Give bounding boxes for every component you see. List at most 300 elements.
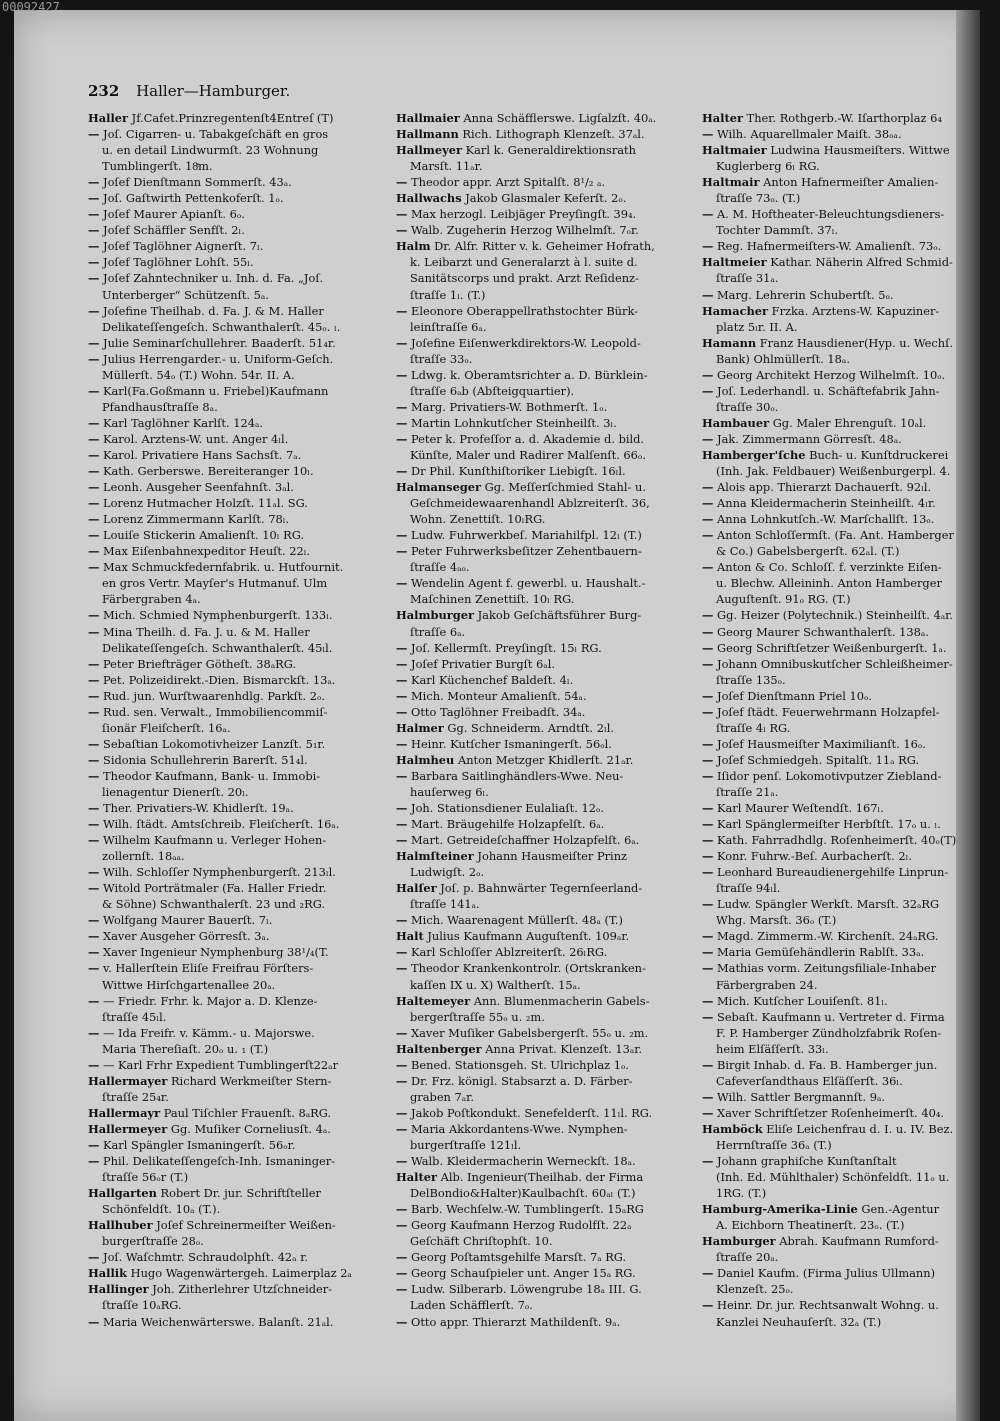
entry-text: Eliſe Leichenfrau d. I. u. IV. Bez. [762,1121,954,1136]
entry-surname: Hallik [88,1266,128,1281]
entry-text: Kuglerberg 6ₗ RG. [716,159,820,174]
entry-text: burgerſtraſſe 121ₗl. [410,1138,522,1152]
entry-surname: — [88,865,100,880]
entry-text: Walb. Zugeherin Herzog Wilhelmſt. 7ₒr. [407,223,639,238]
entry-surname: — [396,576,408,591]
entry-surname: — [396,1057,408,1072]
entry-text: ſionär Fleiſcherſt. 16ₐ. [102,720,231,735]
entry-text: Theodor Krankenkontrolr. (Ortskranken- [407,961,646,976]
directory-entry [88,1314,384,1330]
directory-entry [88,624,384,640]
entry-surname: — [702,496,714,511]
directory-entry [702,880,980,896]
directory-entry [396,912,692,928]
directory-entry [702,1265,980,1281]
directory-entry [396,1041,692,1057]
entry-text: Johann graphiſche Kunſtanſtalt [713,1154,897,1169]
directory-entry [88,1185,384,1201]
entry-text: Gg. Muſiker Corneliusſt. 4ₐ. [167,1121,331,1136]
entry-text: Marsſt. 11ₐr. [410,159,483,174]
entry-surname: — [88,881,100,896]
entry-text: Jakob Poſtkondukt. Senefelderſt. 11ₗl. RG. [407,1105,653,1120]
entry-text: Johann Omnibuskutſcher Schleißheimer- [713,656,953,671]
entry-text: Georg Maurer Schwanthalerſt. 138ₐ. [713,624,929,639]
entry-surname: — [88,1154,100,1169]
directory-entry [396,174,692,190]
entry-surname: — [396,399,408,414]
entry-text: Paul Tiſchler Frauenſt. 8ₐRG. [160,1105,332,1120]
directory-entry [702,784,980,800]
directory-entry [702,1025,980,1041]
entry-text: k. Leibarzt und Generalarzt à l. suite d. [410,255,638,270]
entry-text: Anton Hafnermeiſter Amalien- [759,175,939,190]
entry-text: Mich. Waarenagent Müllerſt. 48ₐ (T.) [407,913,623,928]
directory-entry [396,335,692,351]
directory-entry [396,880,692,896]
directory-entry [702,303,980,319]
entry-text: Karl Spängler Ismaningerſt. 56ₒr. [99,1138,296,1152]
directory-entry [88,1073,384,1089]
entry-surname: Hallmaier [396,111,460,125]
directory-entry [396,607,692,623]
entry-text: Rud. sen. Verwalt., Immobiliencommiſ- [99,704,328,719]
directory-entry [396,1121,692,1137]
directory-entry [702,1217,980,1233]
directory-entry [702,993,980,1009]
directory-entry [396,222,692,238]
directory-entry [702,688,980,704]
entry-surname: — [88,1250,100,1265]
entry-text: Eleonore Oberappellrathstochter Bürk- [407,303,639,318]
entry-surname: — [88,512,100,527]
entry-text: Mart. Getreideſchaffner Holzapfelſt. 6ₐ. [407,833,640,848]
entry-surname: Hallwachs [396,191,462,206]
entry-text: Anna Kleidermacherin Steinheilſt. 4ₗr. [713,496,936,511]
directory-entry [88,543,384,559]
entry-text: Peter Fuhrwerksbeſitzer Zehentbauern- [407,544,642,559]
directory-entry [396,575,692,591]
directory-entry [702,575,980,591]
entry-text: Sanitätscorps und prakt. Arzt Reſidenz- [410,271,639,286]
entry-surname: Hallermayr [88,1105,161,1120]
directory-entry [702,1137,980,1153]
directory-entry [396,351,692,367]
entry-text: Daniel Kaufm. (Firma Julius Ullmann) [713,1266,936,1281]
directory-entry [88,351,384,367]
entry-surname: Halt [396,929,424,944]
entry-text: Joh. Zitherlehrer Utzſchneider- [148,1282,333,1297]
entry-surname: Hamburg-Amerika-Linie [702,1202,858,1217]
entry-text: Karl k. Generaldirektionsrath [461,143,636,158]
directory-entry [396,1089,692,1105]
directory-entry [396,431,692,447]
directory-entry [702,559,980,575]
directory-entry [702,1281,980,1297]
entry-text: Peter Briefträger Götheſt. 38ₐRG. [99,656,297,671]
entry-text: Cafeverſandthaus Elſäſſerſt. 36ₗ. [716,1073,903,1088]
directory-entry [88,784,384,800]
entry-surname: — [702,736,714,751]
directory-entry [88,367,384,383]
entry-text: Lorenz Hutmacher Holzſt. 11ₐl. SG. [99,496,308,511]
directory-entry [88,656,384,672]
entry-text: kaſſen IX u. X) Waltherſt. 15ₐ. [410,977,581,992]
directory-entry [396,270,692,286]
entry-surname: — [396,528,408,543]
directory-entry [396,864,692,880]
directory-entry [396,784,692,800]
directory-entry [396,142,692,158]
entry-text: Lorenz Zimmermann Karlſt. 78ₗ. [99,512,290,527]
directory-entry [396,206,692,222]
entry-text: A. M. Hoftheater-Beleuchtungsdieners- [713,207,945,222]
directory-entry [396,1185,692,1201]
directory-entry [88,928,384,944]
entry-text: Gg. Schneiderm. Arndtſt. 2ₗl. [443,720,614,735]
entry-text: Xaver Ingenieur Nymphenburg 38¹/₄(T. [99,945,329,960]
entry-text: hauſerweg 6ₗ. [410,784,489,799]
entry-text: Joſef Schäffler Senfſt. 2ₗ. [99,223,245,238]
directory-entry [88,800,384,816]
entry-text: Rich. Lithograph Klenzeſt. 37ₐl. [458,127,645,142]
entry-surname: — [88,929,100,944]
directory-entry [88,142,384,158]
entry-surname: — [702,480,714,495]
entry-text: Magd. Zimmerm.-W. Kirchenſt. 24ₐRG. [713,929,939,944]
directory-entry [396,720,692,736]
directory-entry [88,527,384,543]
entry-surname: — [702,624,714,639]
directory-entry [702,1089,980,1105]
directory-entry [702,158,980,174]
directory-entry [396,1201,692,1217]
entry-text: Delikateſſengeſch. Schwanthalerſt. 45ₗl. [102,640,333,655]
entry-surname: Haller [88,111,129,125]
entry-surname: — [396,335,408,350]
entry-text: — Friedr. Frhr. k. Major a. D. Klenze- [99,993,318,1008]
entry-text: Künſte, Maler und Radirer Malſenſt. 66ₒ. [410,447,646,462]
entry-surname: Hamburger [702,1234,776,1249]
entry-text: ſtraſſe 25₄r. [102,1089,169,1104]
directory-entry [702,736,980,752]
entry-surname: — [702,367,714,382]
entry-text: Joh. Stationsdiener Eulaliaſt. 12ₒ. [407,801,604,816]
directory-entry [88,816,384,832]
entry-surname: — [88,817,100,832]
directory-entry [396,479,692,495]
directory-entry [88,238,384,254]
entry-surname: — [88,913,100,928]
entry-text: Xaver Ausgeher Görresſt. 3ₐ. [99,929,270,944]
entry-text: Richard Werkmeiſter Stern- [167,1073,332,1088]
directory-entry [396,591,692,607]
directory-page [14,10,980,1421]
entry-surname: — [702,512,714,527]
entry-surname: — [396,1025,408,1040]
directory-entry [396,752,692,768]
entry-surname: — [88,560,100,575]
entry-text: Ludwina Hausmeiſters. Wittwe [766,143,950,158]
directory-entry [88,1009,384,1025]
directory-entry [88,447,384,463]
entry-text: Dr Phil. Kunſthiſtoriker Liebigſt. 16ₗl. [407,464,626,479]
directory-entry [396,848,692,864]
directory-entry [88,1025,384,1041]
entry-text: Auguſtenſt. 91ₒ RG. (T.) [716,592,851,607]
entry-text: Joſef ſtädt. Feuerwehrmann Holzapfel- [713,704,940,719]
directory-entry [396,768,692,784]
entry-surname: Hallhuber [88,1218,153,1233]
entry-surname: — [396,464,408,479]
entry-surname: — [88,672,100,687]
entry-surname: — [702,704,714,719]
entry-surname: — [88,768,100,783]
entry-text: Sebaſtian Lokomotivheizer Lanzſt. 5₁r. [99,736,326,751]
entry-text: ſtraſſe 6ₐb (Abſteigquartier). [410,383,575,398]
entry-text: — Ida Freifr. v. Kämm.- u. Majorswe. [99,1025,315,1040]
directory-entry [88,720,384,736]
directory-entry [88,1169,384,1185]
directory-entry [396,399,692,415]
directory-entry [396,287,692,303]
entry-surname: — [88,961,100,976]
entry-text: burgerſtraſſe 28ₒ. [102,1234,204,1249]
entry-text: DelBondio&Halter)Kaulbachſt. 60ₐₗ (T.) [410,1186,636,1201]
entry-surname: — [88,1057,100,1072]
entry-text: Phil. Delikateſſengeſch-Inh. Ismaninger- [99,1154,336,1169]
entry-surname: — [396,544,408,559]
directory-entry [88,960,384,976]
entry-text: ſtraſſe 31ₐ. [716,271,779,286]
entry-text: Anna Privat. Klenzeſt. 13ₐr. [481,1041,643,1056]
page-title: Haller—Hamburger. [136,82,291,100]
directory-entry [702,1105,980,1121]
entry-text: Färbergraben 4ₐ. [102,592,201,607]
entry-text: Ludw. Spängler Werkſt. Marsſt. 32ₐRG [713,897,940,912]
directory-entry [396,1217,692,1233]
entry-surname: — [396,1218,408,1233]
directory-entry [702,142,980,158]
entry-surname: — [88,431,100,446]
entry-surname: — [88,464,100,479]
entry-text: Joſ. Lederhandl. u. Schäftefabrik Jahn- [713,383,940,398]
directory-entry [88,110,384,126]
directory-entry [396,463,692,479]
entry-text: Dr. Frz. königl. Stabsarzt a. D. Färber- [407,1073,633,1088]
directory-entry [396,415,692,431]
directory-entry [702,896,980,912]
entry-surname: — [702,817,714,832]
directory-entry [88,399,384,415]
entry-surname: — [396,175,408,190]
entry-surname: — [702,207,714,222]
entry-text: Anna Schäfflerswe. Ligſalzſt. 40ₐ. [459,111,657,125]
directory-entry [702,447,980,463]
entry-surname: — [88,1314,100,1329]
directory-entry [702,222,980,238]
column-2 [396,110,692,1330]
entry-text: Pet. Polizeidirekt.-Dien. Bismarckſt. 13ₐ. [99,672,336,687]
entry-text: Schönfeldſt. 10ₐ (T.). [102,1202,221,1217]
entry-text: Witold Porträtmaler (Fa. Haller Friedr. [99,881,327,896]
directory-entry [702,672,980,688]
entry-surname: — [396,833,408,848]
directory-entry [88,768,384,784]
entry-text: Maria Akkordantens-Wwe. Nymphen- [407,1121,628,1136]
entry-surname: — [396,1314,408,1329]
entry-surname: — [88,191,100,206]
entry-surname: Hamann [702,335,757,350]
directory-entry [702,543,980,559]
entry-text: Karol. Arztens-W. unt. Anger 4ₗl. [99,431,289,446]
entry-text: Wittwe Hirſchgartenallee 20ₐ. [102,977,276,992]
directory-entry [88,431,384,447]
entry-text: Müllerſt. 54ₒ (T.) Wohn. 54r. II. A. [102,367,295,382]
entry-surname: — [702,239,714,254]
directory-entry [88,848,384,864]
directory-entry [702,190,980,206]
entry-text: Julius Herrengarder.- u. Uniform-Geſch. [99,351,334,366]
directory-entry [88,912,384,928]
entry-text: Peter k. Profeſſor a. d. Akademie d. bild. [407,431,645,446]
entry-surname: — [702,897,714,912]
entry-surname: — [702,768,714,783]
directory-entry [396,543,692,559]
entry-surname: — [88,127,100,142]
entry-text: Bank) Ohlmüllerſt. 18ₐ. [716,351,850,366]
entry-text: Walb. Kleidermacherin Werneckſt. 18ₐ. [407,1154,636,1169]
entry-text: Hugo Wagenwärtergeh. Laimerplaz 2ₐ [127,1266,352,1281]
entry-text: & Söhne) Schwanthalerſt. 23 und ₂RG. [102,897,326,912]
directory-entry [702,254,980,270]
entry-surname: — [396,913,408,928]
entry-text: Gg. Maler Ehrenguſt. 10ₐl. [769,415,927,430]
entry-text: ſtraſſe 4ₐₒ. [410,560,470,575]
directory-entry [702,1153,980,1169]
entry-surname: Halſer [396,881,437,896]
entry-surname: — [702,383,714,398]
directory-entry [702,1297,980,1313]
entry-surname: — [88,335,100,350]
directory-entry [702,287,980,303]
entry-text: Xaver Muſiker Gabelsbergerſt. 55ₒ u. ₂m. [407,1025,649,1040]
entry-text: Klenzeſt. 25ₒ. [716,1282,794,1297]
directory-entry [702,511,980,527]
entry-text: Karl Taglöhner Karlſt. 124ₐ. [99,415,263,430]
entry-surname: — [396,961,408,976]
entry-text: Alois app. Thierarzt Dachauerſt. 92ₗl. [713,480,932,495]
directory-entry [702,1314,980,1330]
entry-text: Joſef Hausmeiſter Maximilianſt. 16ₒ. [713,736,926,751]
entry-surname: — [396,303,408,318]
directory-entry [396,383,692,399]
entry-surname: — [396,704,408,719]
entry-surname: — [396,945,408,960]
directory-entry [702,126,980,142]
directory-entry [702,704,980,720]
entry-surname: — [396,1266,408,1281]
entry-text: Kanzlei Neuhauſerſt. 32ₐ (T.) [716,1314,882,1329]
entry-text: Anton Metzger Khidlerſt. 21ₐr. [454,752,634,767]
entry-text: Maſchinen Zenettiſt. 10ₗ RG. [410,592,575,607]
entry-surname: — [88,255,100,270]
entry-text: Gen.-Agentur [857,1202,940,1217]
directory-entry [88,1249,384,1265]
entry-surname: — [88,688,100,703]
entry-text: Birgit Inhab. d. Fa. B. Hamberger jun. [713,1057,938,1072]
entry-text: Wohn. Zenettiſt. 10ₗRG. [410,512,546,527]
entry-surname: — [396,656,408,671]
entry-text: lienagentur Dienerſt. 20ₗ. [102,784,249,799]
entry-text: ſtraſſe 30ₒ. [716,399,779,414]
entry-surname: — [88,175,100,190]
entry-surname: Halm [396,239,431,254]
entry-surname: — [88,801,100,816]
directory-entry [702,864,980,880]
entry-surname: Hallmann [396,127,459,142]
entry-text: Anton Schloſſermſt. (Fa. Ant. Hamberger [713,528,954,543]
entry-text: Wilh. Schloſſer Nymphenburgerſt. 213ₗl. [99,865,336,880]
directory-entry [702,848,980,864]
directory-entry [702,479,980,495]
directory-entry [88,254,384,270]
directory-entry [702,1185,980,1201]
directory-entry [702,206,980,222]
entry-surname: Hallermayer [88,1073,168,1088]
directory-entry [88,303,384,319]
directory-entry [88,1281,384,1297]
entry-text: Tochter Dammſt. 37ₗ. [716,223,839,238]
directory-entry [88,736,384,752]
entry-text: Otto appr. Thierarzt Mathildenſt. 9ₐ. [407,1314,621,1329]
entry-surname: — [396,1105,408,1120]
directory-entry [396,977,692,993]
entry-text: leinſtraſſe 6ₐ. [410,319,487,334]
entry-surname: — [702,993,714,1008]
entry-surname: — [88,207,100,222]
entry-surname: — [702,1105,714,1120]
entry-text: Mich. Monteur Amalienſt. 54ₐ. [407,688,587,703]
entry-text: Dr. Alfr. Ritter v. k. Geheimer Hofrath, [430,239,655,254]
entry-surname: — [396,431,408,446]
entry-text: Joſ. Waſchmtr. Schraudolphſt. 42ₐ r. [99,1250,309,1265]
entry-surname: — [702,1057,714,1072]
entry-text: Joſef Dienſtmann Sommerſt. 43ₐ. [99,175,292,190]
entry-surname: — [702,608,714,623]
entry-text: Max Schmuckfedernfabrik. u. Hutfournit. [99,560,344,575]
directory-entry [88,335,384,351]
directory-entry [396,559,692,575]
entry-surname: — [396,367,408,382]
entry-text: Abrah. Kaufmann Rumford- [775,1234,939,1249]
entry-text: ſtraſſe 10ₐRG. [102,1298,182,1313]
entry-surname: Haltmeier [702,255,767,270]
directory-entry [88,993,384,1009]
directory-entry [88,864,384,880]
directory-entry [88,1217,384,1233]
entry-text: Geſchäft Chriſtophſt. 10. [410,1234,553,1249]
directory-entry [396,1025,692,1041]
page-number: 232 [88,82,120,100]
directory-entry [88,415,384,431]
entry-text: ſtraſſe 33ₒ. [410,351,473,366]
entry-text: Konr. Fuhrw.-Beſ. Aurbacherſt. 2ₗ. [713,849,912,864]
entry-surname: — [396,207,408,222]
entry-surname: — [702,1089,714,1104]
entry-surname: — [702,127,714,142]
directory-entry [702,640,980,656]
entry-text: Färbergraben 24. [716,977,818,992]
